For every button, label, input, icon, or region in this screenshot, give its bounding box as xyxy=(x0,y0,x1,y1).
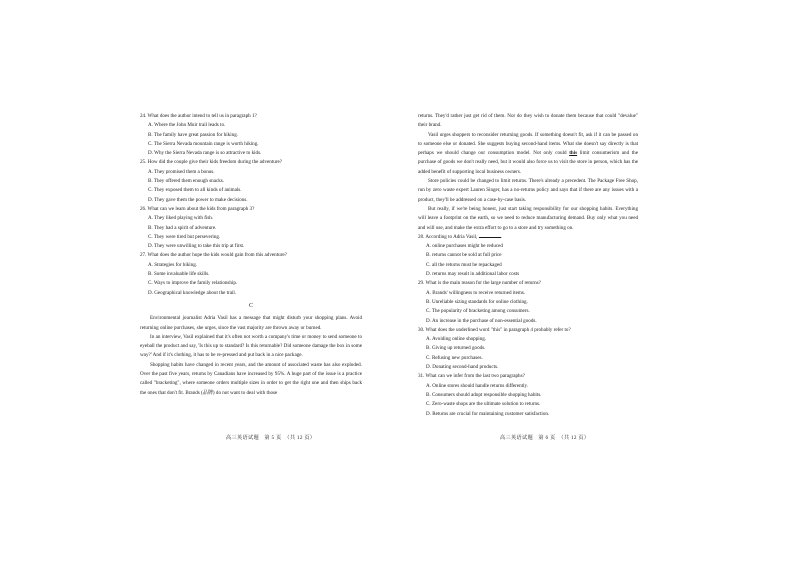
question-25-stem: 25. How did the couple give their kids freedom during the adventure? xyxy=(140,159,283,166)
passage-text: Vasil urges shoppers to reconsider returning goods. If something doesn't fit, ask if it can be passed on to someone else or donated. She suggests buying second-hand items. What she doesn't say directly is that perhaps we should change our consumption model. Not only could xyxy=(418,131,638,157)
right-column xyxy=(418,112,638,419)
option: A. online purchases might be reduced xyxy=(426,243,503,250)
underlined-word: this xyxy=(569,150,578,157)
option: A. Online stores should handle returns differently. xyxy=(426,382,528,389)
option: A. Where the John Muir trail leads to. xyxy=(148,122,226,129)
question-26-stem: 26. What can we learn about the kids from paragraph 3? xyxy=(140,205,255,212)
option: B. Some invaluable life skills. xyxy=(148,271,210,278)
option: C. Refusing new purchases. xyxy=(426,354,483,361)
option: A. They promised them a bonus. xyxy=(148,168,215,175)
option: D. They were unwilling to take this trip at first. xyxy=(148,243,245,250)
section-heading: C xyxy=(248,302,253,309)
option: C. The Sierra Nevada mountain range is worth hiking. xyxy=(148,140,259,147)
option: C. Zero-waste shops are the ultimate solution to returns. xyxy=(426,401,541,408)
option: B. The family have great passion for hiking. xyxy=(148,131,239,138)
option: D. Donating second-hand products. xyxy=(426,364,499,371)
option: C. They exposed them to all kinds of animals. xyxy=(148,187,242,194)
option: B. Consumers should adopt responsible shopping habits. xyxy=(426,391,542,398)
option: C. They were tired but persevering. xyxy=(148,233,221,240)
option: B. returns cannot be sold at full price xyxy=(426,252,502,259)
option: B. They had a spirit of adventure. xyxy=(148,224,217,231)
option: A. They liked playing with fish. xyxy=(148,215,214,222)
option: A. Strategies for hiking. xyxy=(148,261,198,268)
passage-paragraph: Store policies could be changed to limit returns. There's already a precedent. The Package Free Shop, run by zero waste expert Lauren Singer, has a no-returns policy and says that if there are any issues with a product, they'll be addressed on a case-by-case basis. xyxy=(418,178,638,203)
passage-text: limit consumerism and the purchase of goods we don't really need, but it would also force us to visit the store in person, which has the added benefit of supporting local business owners. xyxy=(418,150,638,175)
option: A. Brands' willingness to receive returned items. xyxy=(426,289,526,296)
option: D. An increase in the purchase of non-essential goods. xyxy=(426,317,537,324)
left-column xyxy=(140,112,362,398)
question-text-end: . xyxy=(500,233,502,240)
question-27-stem: 27. What does the author hope the kids would gain from this adventure? xyxy=(140,252,287,259)
question-text: 28. According to Adria Vasil, xyxy=(418,233,478,240)
option: C. all the returns must be repackaged xyxy=(426,261,502,268)
passage-paragraph: In an interview, Vasil explained that it's often not worth a company's time or money to send someone to eyeball the product and say, 'Is this up to standard? Is this returnable? Did someone damage the box in some way?' And if it's clothing, it has to be re-pressed and put back in a nice package. xyxy=(140,333,362,359)
question-30-stem: 30. What does the underlined word "this" in paragraph 4 probably refer to? xyxy=(418,326,571,333)
option: C. Ways to improve the family relationship. xyxy=(148,280,238,287)
passage-continuation: returns. They'd rather just get rid of them. Nor do they wish to donate them because that could "devalue" their brand. xyxy=(418,113,638,129)
option: A. Avoiding online shopping. xyxy=(426,336,487,343)
option: B. Unreliable sizing standards for online clothing. xyxy=(426,298,528,305)
option: B. Giving up returned goods. xyxy=(426,345,486,352)
option: D. Geographical knowledge about the trail. xyxy=(148,289,237,296)
page-footer-right: 高三英语试题 第 6 页 （共 12 页） xyxy=(500,435,590,441)
answer-blank xyxy=(479,233,501,238)
option: D. They gave them the power to make decisions. xyxy=(148,196,248,203)
question-24-stem: 24. What does the author intend to tell us in paragraph 1? xyxy=(140,113,257,119)
question-29-stem: 29. What is the main reason for the large number of returns? xyxy=(418,280,541,287)
option: D. returns may result in additional labor costs xyxy=(426,271,520,278)
question-31-stem: 31. What can we infer from the last two paragraphs? xyxy=(418,373,525,380)
option: C. The popularity of bracketing among consumers. xyxy=(426,308,530,315)
passage-paragraph: But really, if we're being honest, just start taking responsibility for our shopping habits. Everything will leave a footprint on the earth, so we need to reduce manufacturing demand. Buy only what you need and will use, and make the extra effort to go to a store and try something on. xyxy=(418,205,638,231)
option: D. Why the Sierra Nevada range is so attractive to kids. xyxy=(148,150,262,157)
page-footer-left: 高三英语试题 第 5 页 （共 12 页） xyxy=(226,435,316,441)
passage-paragraph xyxy=(418,131,638,177)
option: B. They offered them enough snacks. xyxy=(148,178,225,185)
passage-paragraph: Shopping habits have changed in recent years, and the amount of associated waste has also exploded. Over the past five years, returns by Canadians have increased by 95%. A huge part of the issue is a practice called "bracketing", where someone orders multiple sizes in order to get the right one and then ships back the ones that don't fit. Brands (品牌) do not want to deal with those xyxy=(140,361,362,396)
question-28-stem xyxy=(418,233,638,242)
option: D. Returns are crucial for maintaining customer satisfaction. xyxy=(426,410,550,417)
passage-paragraph: Environmental journalist Adria Vasil has a message that might disturb your shopping plans. Avoid returning online purchases, she urges, since the vast majority are thrown away or burned. xyxy=(140,315,362,331)
